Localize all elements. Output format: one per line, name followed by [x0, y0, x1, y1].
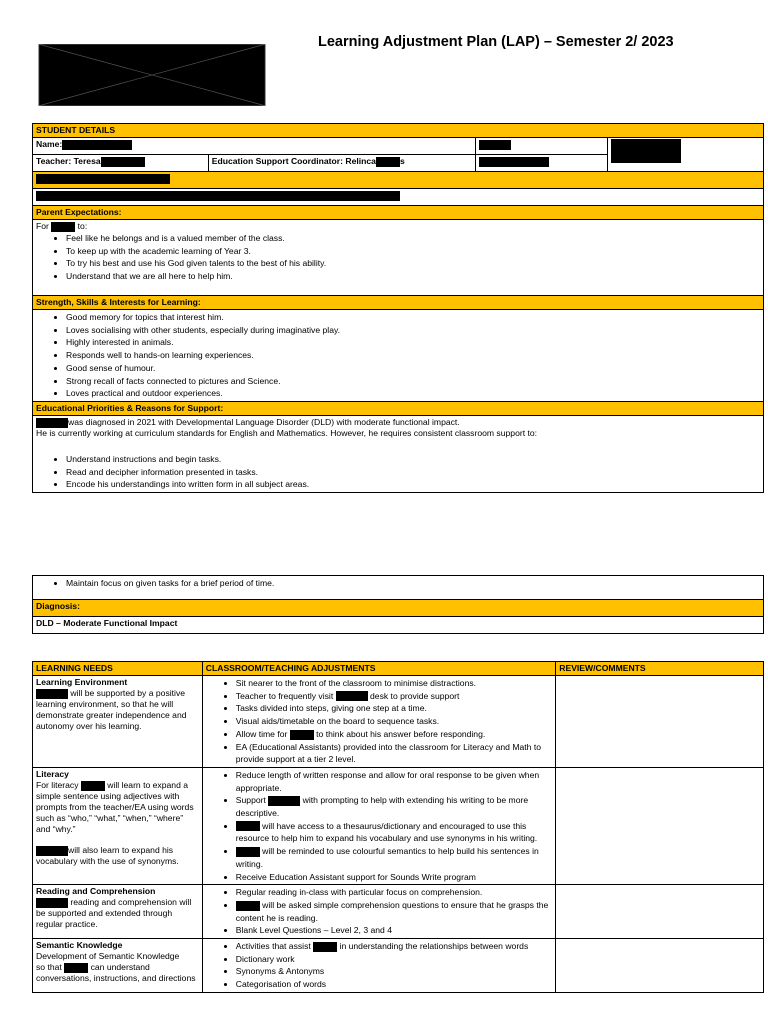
redacted-text	[51, 222, 75, 232]
need-desc-text: can understand conversations, instructions, and directions	[36, 962, 196, 984]
adjustment-cell	[202, 885, 555, 939]
need-desc-text: so that	[36, 962, 62, 973]
priorities-line1-text: was diagnosed in 2021 with Developmental Language Disorder (DLD) with moderate functional impact.	[68, 416, 460, 427]
redacted-text	[36, 191, 400, 201]
table-row	[33, 885, 764, 939]
adjustment-cell	[202, 676, 555, 768]
list-item	[236, 690, 552, 703]
adj-text: Support	[235, 795, 266, 806]
redacted-text	[236, 847, 260, 857]
list-item: • Good memory for topics that interest him.	[66, 311, 760, 324]
parent-expectations-body	[33, 220, 764, 296]
list-item: • Strong recall of facts connected to pictures and Science.	[66, 375, 760, 388]
adj-text: in understanding the relationships between words	[339, 941, 529, 952]
need-desc-text: will also learn to expand his vocabulary with the use of synonyms.	[36, 844, 179, 866]
list-item: • Regular reading in-class with particular focus on comprehension.	[236, 886, 552, 899]
list-item: • Loves practical and outdoor experiences.	[66, 387, 760, 400]
need-cell	[33, 885, 203, 939]
strengths-list	[36, 311, 760, 400]
list-item: • To try his best and use his God given talents to the best of his ability.	[66, 257, 760, 270]
adj-text: Teacher to frequently visit	[235, 690, 334, 701]
list-item: • Encode his understandings into written form in all subject areas.	[66, 478, 760, 491]
redacted-text	[290, 730, 314, 740]
teacher-cell	[33, 155, 209, 172]
redacted-text	[81, 781, 105, 791]
adjustment-cell	[202, 767, 555, 884]
list-item: • Read and decipher information presented in tasks.	[66, 466, 760, 479]
priorities-heading: Educational Priorities & Reasons for Support:	[33, 401, 764, 415]
diagnosis-value: DLD – Moderate Functional Impact	[33, 617, 764, 634]
strengths-body	[33, 310, 764, 402]
need-cell	[33, 767, 203, 884]
table-row	[33, 676, 764, 768]
review-cell	[556, 767, 764, 884]
list-item: • Synonyms & Antonyms	[236, 965, 552, 978]
table-row	[33, 939, 764, 993]
need-title: Learning Environment	[36, 677, 128, 687]
need-title: Literacy	[36, 768, 69, 779]
redacted-text	[479, 140, 511, 150]
redacted-text	[611, 139, 681, 163]
list-item: • Highly interested in animals.	[66, 336, 760, 349]
list-item: • Feel like he belongs and is a valued member of the class.	[66, 232, 760, 245]
priorities-list	[36, 453, 760, 491]
list-item: • Receive Education Assistant support for Sounds Write program	[236, 871, 552, 884]
list-item: • Understand that we are all here to help him.	[66, 270, 760, 283]
list-item: • EA (Educational Assistants) provided into the classroom for Literacy and Math to provide support at a tier 2 level.	[236, 741, 552, 766]
redacted-text	[36, 418, 68, 428]
need-desc	[36, 688, 199, 732]
student-details-heading: STUDENT DETAILS	[33, 124, 764, 138]
esc-cell	[208, 155, 476, 172]
list-item: • Dictionary work	[236, 953, 552, 966]
need-desc	[36, 845, 199, 867]
list-item	[236, 899, 552, 924]
redacted-field	[476, 155, 608, 172]
name-label: Name:	[36, 139, 63, 149]
need-desc-text: will be supported by a positive learning environment, so that he will demonstrate greater independence and autonomy over his learning.	[36, 688, 187, 731]
adjustment-cell	[202, 939, 555, 993]
redacted-text	[36, 898, 68, 908]
list-item: • Loves socialising with other students, especially during imaginative play.	[66, 324, 760, 337]
adj-text: will be reminded to use colourful semantics to help build his sentences in writing.	[235, 846, 539, 869]
need-desc-text: reading and comprehension will be supported and extended through regular practice.	[36, 897, 192, 930]
need-desc	[36, 780, 199, 835]
adj-text: will have access to a thesaurus/dictionary and encouraged to use this resource to help him to expand his vocabulary and use synonyms in his writing.	[235, 820, 538, 844]
student-details-table	[32, 123, 764, 493]
redacted-text	[36, 174, 170, 184]
list-item	[236, 820, 552, 845]
learning-needs-table	[32, 661, 764, 993]
adj-text: Activities that assist	[235, 941, 311, 952]
list-item: • Visual aids/timetable on the board to sequence tasks.	[236, 715, 552, 728]
redacted-text	[101, 157, 145, 167]
esc-suffix: s	[399, 156, 405, 166]
need-cell	[33, 676, 203, 768]
need-title: Semantic Knowledge	[36, 940, 123, 951]
name-cell	[33, 138, 476, 155]
need-desc-text: will learn to expand a simple sentence using adjectives with prompts from the teacher/EA using words such as “who,” “what,” “when,” “where” and “why.”	[36, 779, 194, 834]
redacted-text	[268, 796, 300, 806]
redacted-text	[36, 846, 68, 856]
need-desc	[36, 897, 199, 930]
list-item: • Maintain focus on given tasks for a brief period of time.	[66, 577, 760, 590]
document-title: Learning Adjustment Plan (LAP) – Semester 2/ 2023	[318, 34, 674, 50]
priorities-line2: He is currently working at curriculum standards for English and Mathematics. However, he requires consistent classroom support to:	[36, 427, 538, 438]
col-header-adjustments: CLASSROOM/TEACHING ADJUSTMENTS	[202, 662, 555, 676]
list-item	[236, 940, 552, 953]
adj-text: Allow time for	[235, 728, 288, 739]
list-item: • Responds well to hands-on learning experiences.	[66, 349, 760, 362]
redacted-text	[236, 821, 260, 831]
redacted-text	[376, 157, 400, 167]
parent-intro-pre: For	[36, 221, 49, 231]
redacted-name	[62, 140, 132, 150]
redacted-text	[36, 689, 68, 699]
parent-expectations-heading: Parent Expectations:	[33, 206, 764, 220]
priorities-line1	[36, 417, 760, 428]
redacted-text	[236, 901, 260, 911]
adj-text: to think about his answer before responding.	[316, 728, 486, 739]
col-header-review: REVIEW/COMMENTS	[556, 662, 764, 676]
parent-list	[36, 232, 760, 283]
continuation-table	[32, 575, 764, 634]
continued-list	[36, 577, 760, 590]
redacted-row	[33, 172, 764, 189]
redacted-field	[608, 138, 764, 172]
list-item: • Reduce length of written response and allow for oral response to be given when appropriate.	[236, 769, 552, 794]
need-cell	[33, 939, 203, 993]
redacted-text	[336, 691, 368, 701]
adj-text: will be asked simple comprehension questions to ensure that he grasps the content he is reading.	[235, 899, 549, 923]
need-title: Reading and Comprehension	[36, 886, 156, 897]
diagnosis-heading: Diagnosis:	[33, 600, 764, 617]
list-item	[236, 728, 552, 741]
list-item: • Good sense of humour.	[66, 362, 760, 375]
review-cell	[556, 676, 764, 768]
list-item: • Tasks divided into steps, giving one step at a time.	[236, 702, 552, 715]
need-desc	[36, 962, 199, 984]
redacted-text	[64, 963, 88, 973]
adj-text: with prompting to help with extending his writing to be more descriptive.	[235, 795, 529, 819]
table-row	[33, 767, 764, 884]
list-item	[236, 845, 552, 870]
parent-intro-post: to:	[77, 221, 88, 231]
need-desc-text: For literacy	[36, 779, 79, 790]
col-header-needs: LEARNING NEEDS	[33, 662, 203, 676]
parent-intro	[36, 221, 760, 232]
redacted-text	[479, 157, 549, 167]
teacher-label: Teacher: Teresa	[36, 156, 101, 166]
esc-label: Education Support Coordinator: Relinca	[211, 156, 376, 166]
list-item: • Blank Level Questions – Level 2, 3 and 4	[236, 924, 552, 937]
review-cell	[556, 885, 764, 939]
review-cell	[556, 939, 764, 993]
redacted-text	[313, 942, 337, 952]
list-item	[236, 794, 552, 819]
list-item: • Understand instructions and begin tasks.	[66, 453, 760, 466]
continued-body	[33, 576, 764, 600]
priorities-body	[33, 415, 764, 492]
adj-text: desk to provide support	[370, 690, 460, 701]
redacted-field	[476, 138, 608, 155]
redacted-logo	[38, 44, 266, 106]
list-item: • Sit nearer to the front of the classroom to minimise distractions.	[236, 677, 552, 690]
list-item: • To keep up with the academic learning of Year 3.	[66, 245, 760, 258]
list-item: • Categorisation of words	[236, 978, 552, 991]
strengths-heading: Strength, Skills & Interests for Learning:	[33, 296, 764, 310]
need-desc: Development of Semantic Knowledge	[36, 951, 180, 962]
redacted-row	[33, 189, 764, 206]
